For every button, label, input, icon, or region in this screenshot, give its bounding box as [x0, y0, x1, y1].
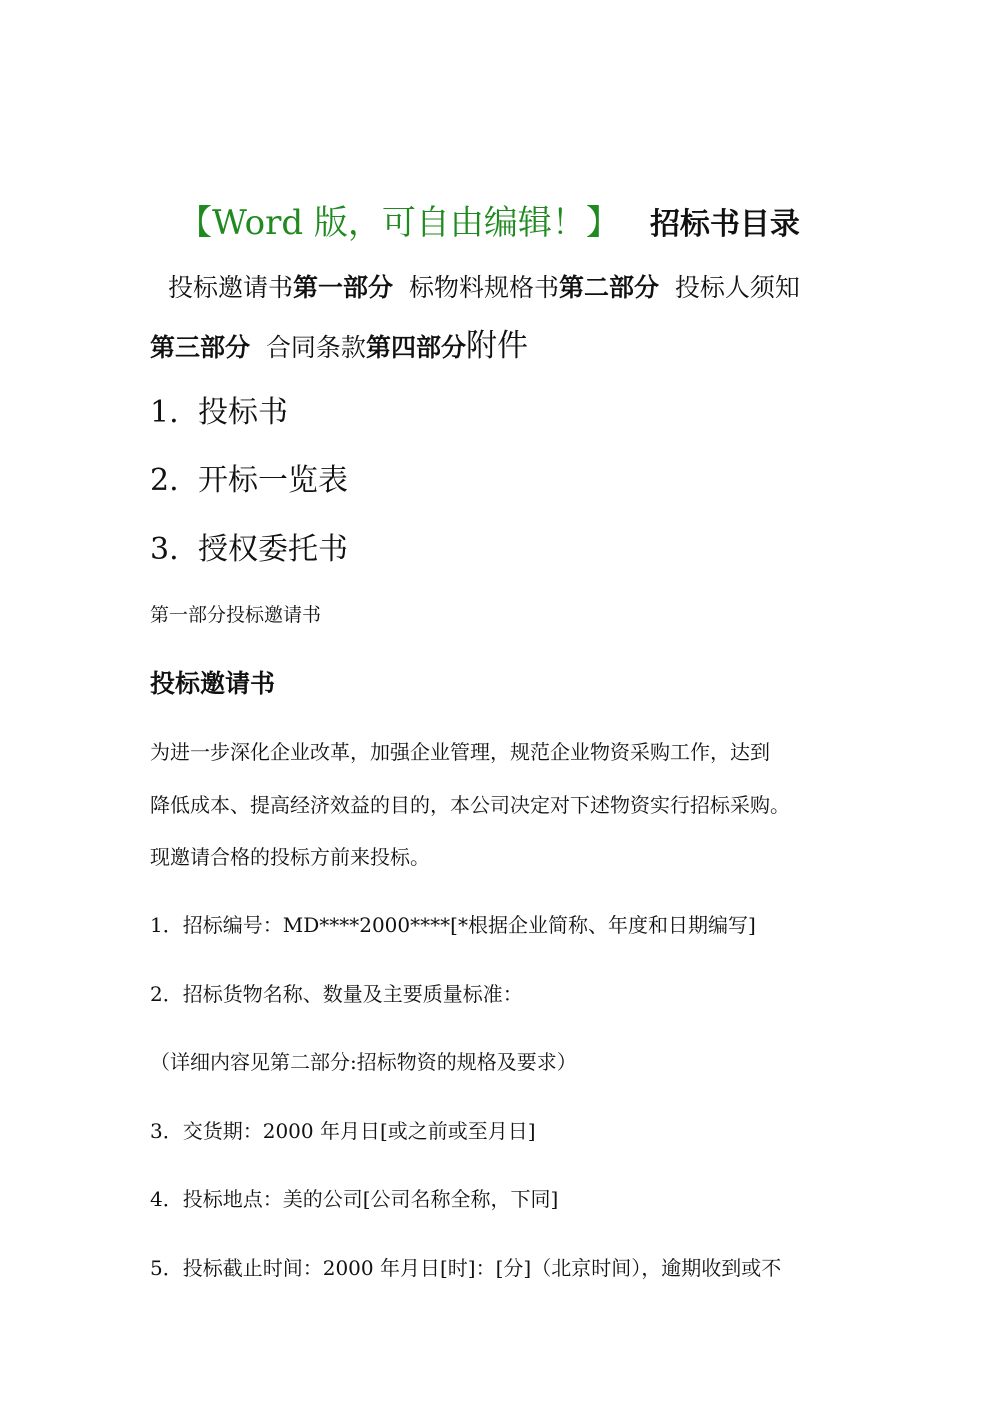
item-number: 3. [150, 532, 179, 567]
item-number: 2. [150, 463, 179, 498]
attachment-item [150, 524, 348, 568]
item-label: 投标书 [198, 395, 288, 430]
toc-part: 第一部分 [293, 273, 394, 302]
section-label: 第一部分投标邀请书 [150, 604, 322, 626]
toc-line-2 [150, 320, 528, 365]
clause-1: 1．招标编号：MD****2000****[*根据企业简称、年度和日期编写] [150, 913, 756, 937]
toc-title: 招标书目录 [649, 207, 800, 242]
intro-line: 现邀请合格的投标方前来投标。 [150, 845, 430, 869]
clause-4: 4．投标地点：美的公司[公司名称全称，下同] [150, 1187, 559, 1211]
toc-entry: 投标人须知 [674, 273, 800, 302]
item-number: 1. [150, 395, 179, 430]
section-heading: 投标邀请书 [150, 669, 276, 698]
intro-line: 降低成本、提高经济效益的目的，本公司决定对下述物资实行招标采购。 [150, 793, 790, 817]
clause-2-note: （详细内容见第二部分:招标物资的规格及要求） [150, 1050, 577, 1074]
editable-notice: 【Word 版，可自由编辑！】 [178, 203, 620, 243]
clause-3: 3．交货期：2000 年月日[或之前或至月日] [150, 1119, 536, 1143]
clause-2: 2．招标货物名称、数量及主要质量标准： [150, 982, 523, 1006]
intro-line: 为进一步深化企业改革，加强企业管理，规范企业物资采购工作，达到 [150, 740, 770, 764]
toc-entry: 合同条款 [265, 333, 366, 362]
toc-line-1 [168, 268, 800, 304]
toc-entry: 标物料规格书 [408, 273, 559, 302]
attachment-item [150, 455, 348, 499]
toc-entry: 附件 [465, 328, 528, 364]
toc-part: 第二部分 [558, 273, 659, 302]
attachment-item [150, 387, 288, 431]
toc-part: 第三部分 [150, 333, 251, 362]
toc-part: 第四部分 [365, 333, 466, 362]
item-label: 授权委托书 [198, 532, 348, 567]
document-title [178, 195, 800, 244]
clause-5: 5．投标截止时间：2000 年月日[时]：[分]（北京时间），逾期收到或不 [150, 1256, 782, 1280]
toc-entry: 投标邀请书 [168, 273, 294, 302]
item-label: 开标一览表 [198, 463, 348, 498]
